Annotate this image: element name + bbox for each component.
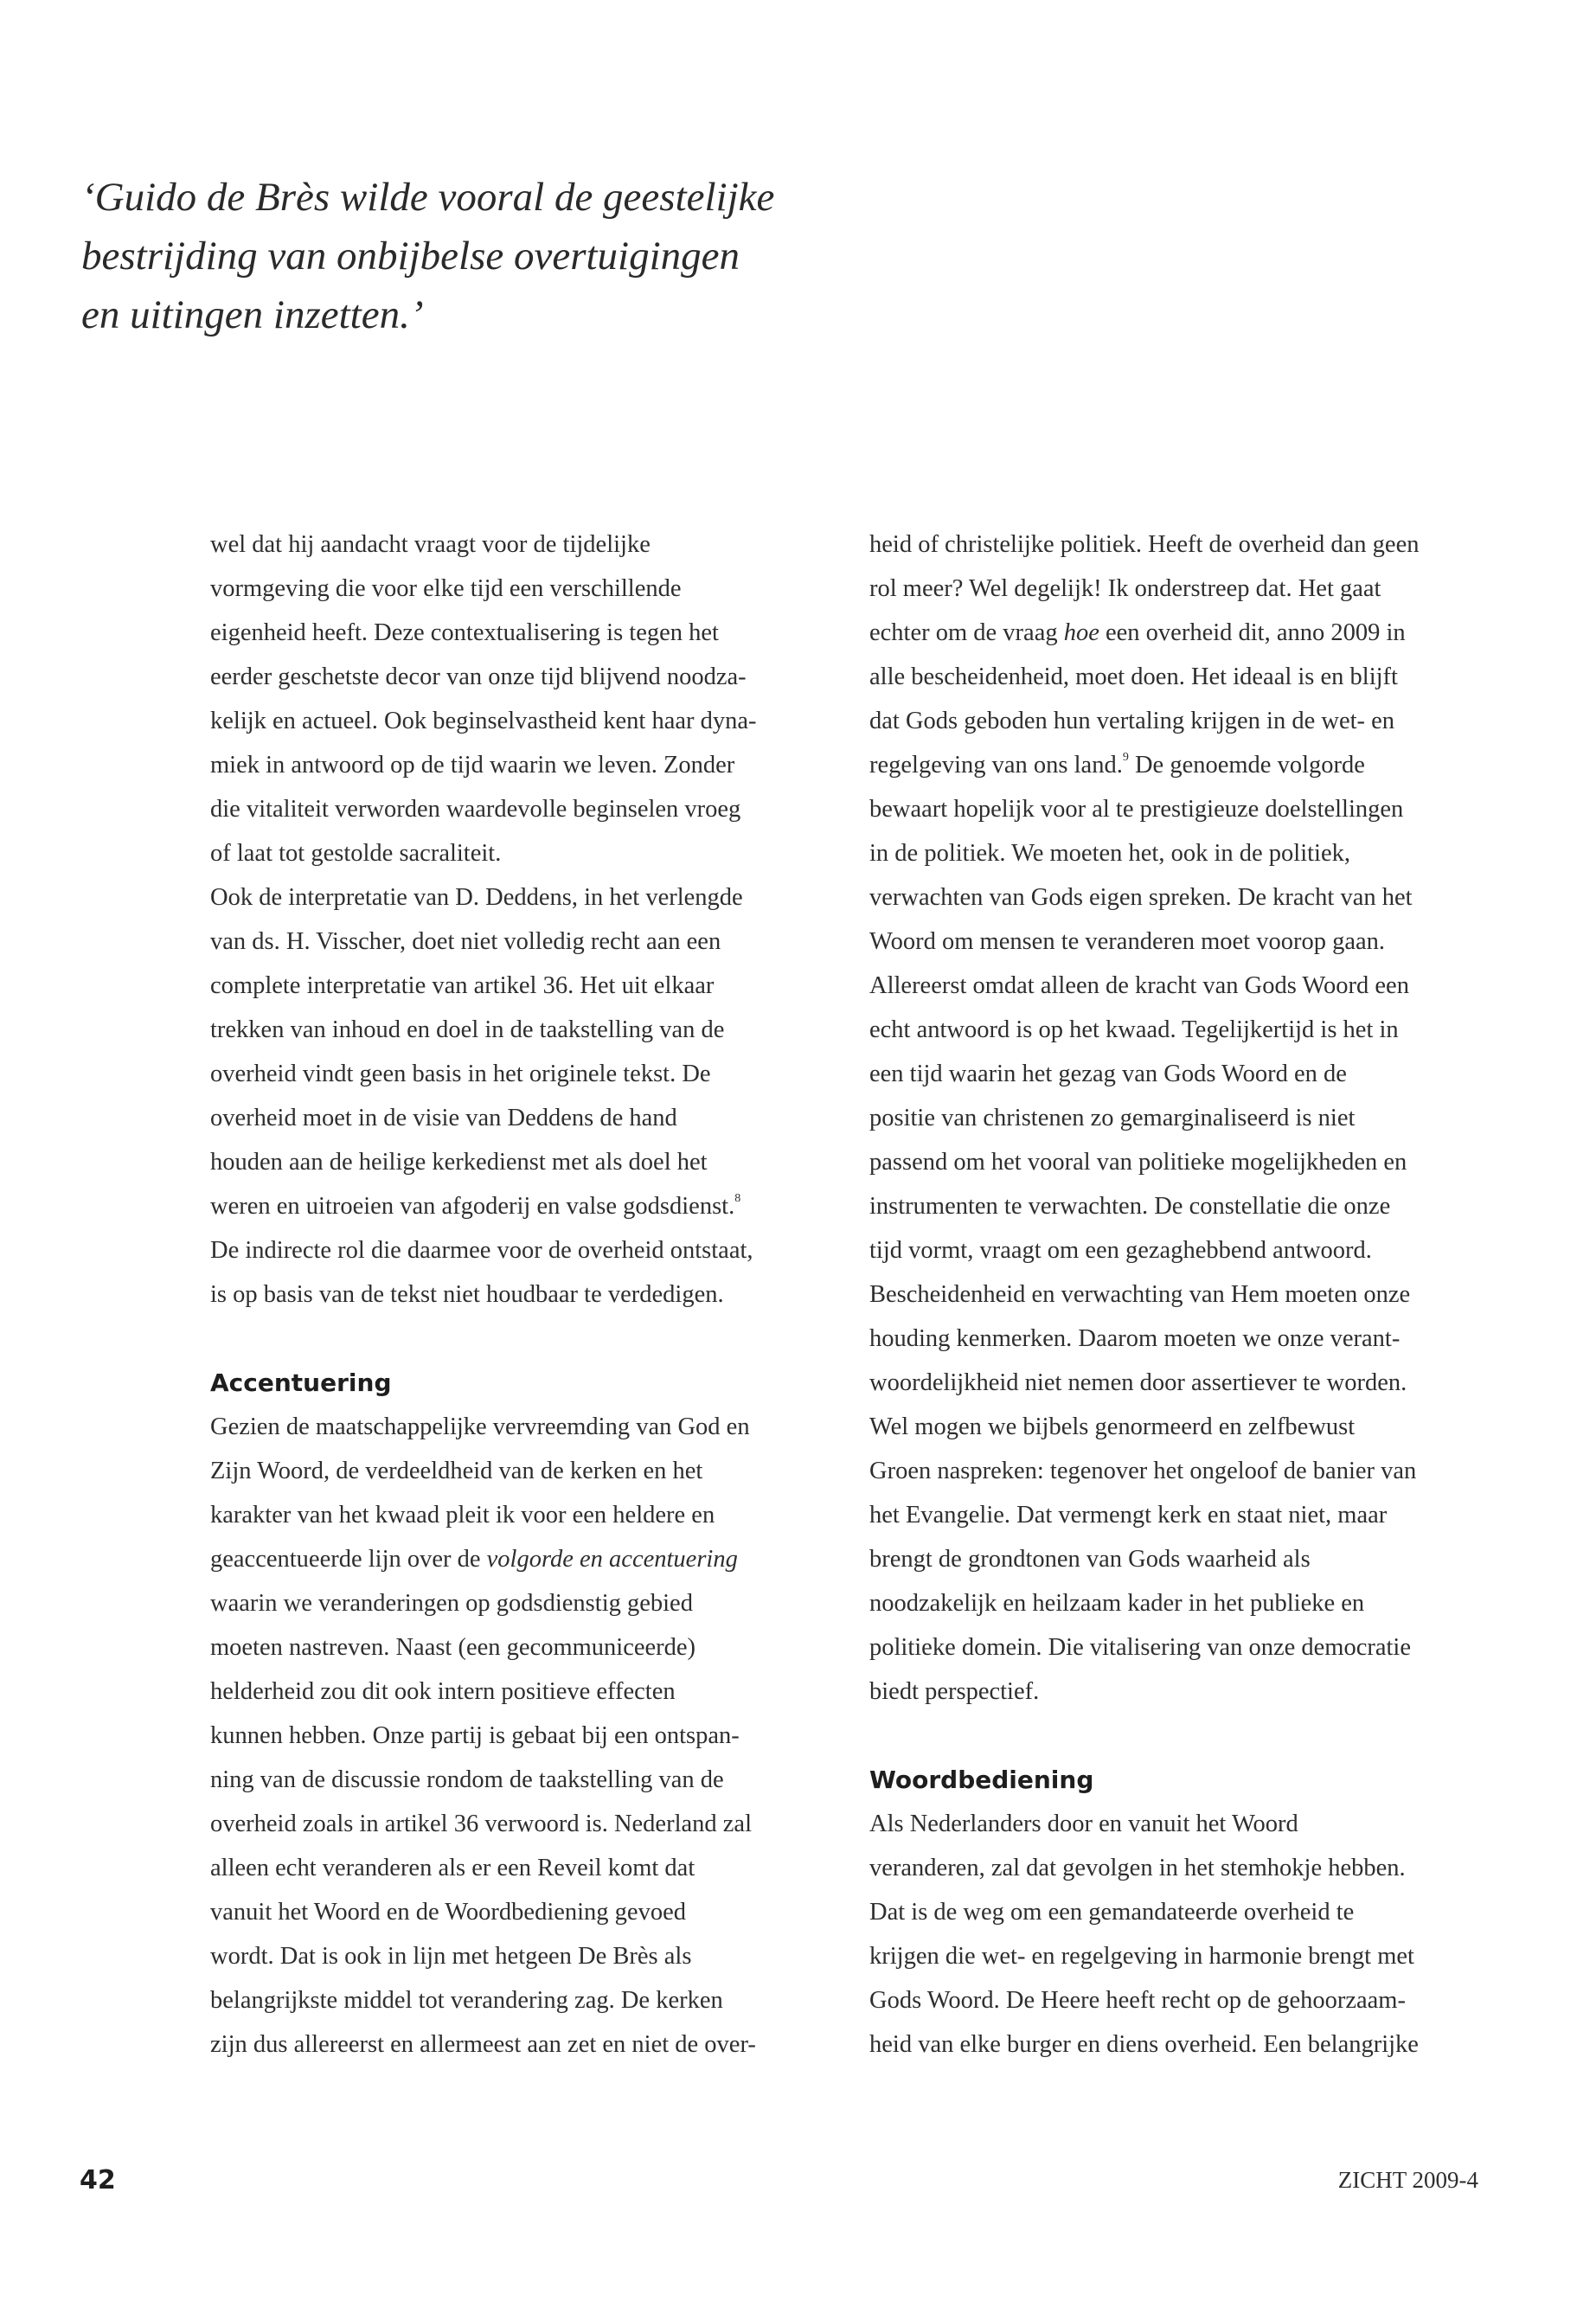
body-line: moeten nastreven. Naast (een gecommuniceerde) — [210, 1634, 696, 1661]
body-line-text: geaccentueerde lijn over de — [210, 1546, 487, 1573]
body-line: politieke domein. Die vitalisering van onze democratie — [869, 1634, 1411, 1661]
pull-quote — [81, 168, 929, 344]
body-line: Zijn Woord, de verdeeldheid van de kerken en het — [210, 1458, 703, 1484]
body-line: is op basis van de tekst niet houdbaar te verdedigen. — [210, 1281, 724, 1308]
body-line: vanuit het Woord en de Woordbediening gevoed — [210, 1899, 686, 1926]
body-line: overheid zoals in artikel 36 verwoord is. Nederland zal — [210, 1811, 752, 1837]
body-line: waarin we veranderingen op godsdienstig gebied — [210, 1590, 693, 1617]
body-line: alleen echt veranderen als er een Reveil komt dat — [210, 1855, 695, 1881]
body-line: kunnen hebben. Onze partij is gebaat bij een ontspan- — [210, 1722, 740, 1749]
body-line-text: weren en uitroeien van afgoderij en valse godsdienst. — [210, 1193, 735, 1220]
paragraph-gap — [210, 1317, 816, 1361]
body-line: Gods Woord. De Heere heeft recht op de gehoorzaam- — [869, 1987, 1406, 2014]
body-line: verwachten van Gods eigen spreken. De kracht van het — [869, 884, 1413, 911]
body-line: bewaart hopelijk voor al te prestigieuze doelstellingen — [869, 796, 1404, 823]
body-line: overheid moet in de visie van Deddens de hand — [210, 1105, 677, 1131]
pull-quote-line: en uitingen inzetten.’ — [81, 292, 424, 337]
pull-quote-line: ‘Guido de Brès wilde vooral de geestelijke — [81, 175, 775, 220]
body-line: tijd vormt, vraagt om een gezaghebbend antwoord. — [869, 1237, 1372, 1264]
right-column — [869, 522, 1475, 2067]
body-line: een tijd waarin het gezag van Gods Woord en de — [869, 1061, 1347, 1087]
body-line — [869, 611, 1475, 655]
body-line: karakter van het kwaad pleit ik voor een heldere en — [210, 1502, 715, 1529]
footnote-marker: 9 — [1122, 750, 1129, 764]
body-line: eerder geschetste decor van onze tijd blijvend noodza- — [210, 663, 747, 690]
body-line: rol meer? Wel degelijk! Ik onderstreep dat. Het gaat — [869, 575, 1381, 602]
body-line: Bescheidenheid en verwachting van Hem moeten onze — [869, 1281, 1411, 1308]
body-line: Dat is de weg om een gemandateerde overheid te — [869, 1899, 1355, 1926]
body-line: wordt. Dat is ook in lijn met hetgeen De Brès als — [210, 1943, 692, 1970]
body-line: brengt de grondtonen van Gods waarheid als — [869, 1546, 1311, 1573]
body-line: instrumenten te verwachten. De constellatie die onze — [869, 1193, 1391, 1220]
body-line: overheid vindt geen basis in het originele tekst. De — [210, 1061, 711, 1087]
body-line: alle bescheidenheid, moet doen. Het ideaal is en blijft — [869, 663, 1398, 690]
body-line — [210, 1537, 816, 1581]
body-line: complete interpretatie van artikel 36. Het uit elkaar — [210, 972, 715, 999]
body-line: die vitaliteit verworden waardevolle beginselen vroeg — [210, 796, 741, 823]
body-line: Wel mogen we bijbels genormeerd en zelfbewust — [869, 1413, 1356, 1440]
journal-issue-label: ZICHT 2009-4 — [1337, 2167, 1478, 2193]
body-line: houding kenmerken. Daarom moeten we onze verant- — [869, 1325, 1401, 1352]
body-line — [869, 743, 1475, 787]
body-line: passend om het vooral van politieke mogelijkheden en — [869, 1149, 1407, 1176]
body-line: wel dat hij aandacht vraagt voor de tijdelijke — [210, 531, 651, 558]
body-line: helderheid zou dit ook intern positieve effecten — [210, 1678, 676, 1705]
body-line: miek in antwoord op de tijd waarin we leven. Zonder — [210, 752, 735, 779]
left-column — [210, 522, 816, 2067]
body-line: in de politiek. We moeten het, ook in de politiek, — [869, 840, 1350, 867]
body-line — [210, 1184, 816, 1228]
body-line: het Evangelie. Dat vermengt kerk en staat niet, maar — [869, 1502, 1388, 1529]
body-line: trekken van inhoud en doel in de taakstelling van de — [210, 1016, 725, 1043]
emphasis-text: volgorde en accentuering — [486, 1546, 738, 1573]
body-line: Woord om mensen te veranderen moet voorop gaan. — [869, 928, 1386, 955]
body-line: of laat tot gestolde sacraliteit. — [210, 840, 502, 867]
body-line: noodzakelijk en heilzaam kader in het publieke en — [869, 1590, 1365, 1617]
body-line-text: De genoemde volgorde — [1128, 752, 1365, 779]
body-line: eigenheid heeft. Deze contextualisering is tegen het — [210, 619, 719, 646]
body-line: Allereerst omdat alleen de kracht van Gods Woord een — [869, 972, 1409, 999]
body-line: heid van elke burger en diens overheid. Een belangrijke — [869, 2031, 1419, 2058]
body-line: van ds. H. Visscher, doet niet volledig recht aan een — [210, 928, 721, 955]
body-line: Ook de interpretatie van D. Deddens, in het verlengde — [210, 884, 743, 911]
body-line-text: regelgeving van ons land. — [869, 752, 1123, 779]
body-line: dat Gods geboden hun vertaling krijgen in de wet- en — [869, 708, 1395, 734]
body-line: veranderen, zal dat gevolgen in het stemhokje hebben. — [869, 1855, 1406, 1881]
body-line: biedt perspectief. — [869, 1678, 1040, 1705]
body-line-text: een overheid dit, anno 2009 in — [1099, 619, 1406, 646]
pull-quote-line: bestrijding van onbijbelse overtuigingen — [81, 234, 740, 279]
body-line: woordelijkheid niet nemen door assertiever te worden. — [869, 1369, 1407, 1396]
body-line: vormgeving die voor elke tijd een verschillende — [210, 575, 682, 602]
body-line: heid of christelijke politiek. Heeft de overheid dan geen — [869, 531, 1420, 558]
body-line: houden aan de heilige kerkedienst met als doel het — [210, 1149, 708, 1176]
section-heading-woordbediening: Woordbediening — [869, 1766, 1094, 1794]
body-line-text: echter om de vraag — [869, 619, 1064, 646]
body-line: Groen naspreken: tegenover het ongeloof de banier van — [869, 1458, 1417, 1484]
section-heading-accentuering: Accentuering — [210, 1368, 392, 1397]
body-line: zijn dus allereerst en allermeest aan zet en niet de over- — [210, 2031, 756, 2058]
body-line: positie van christenen zo gemarginaliseerd is niet — [869, 1105, 1356, 1131]
emphasis-text: hoe — [1063, 619, 1099, 646]
body-line: kelijk en actueel. Ook beginselvastheid kent haar dyna- — [210, 708, 757, 734]
body-line: echt antwoord is op het kwaad. Tegelijkertijd is het in — [869, 1016, 1399, 1043]
page-number: 42 — [80, 2165, 116, 2195]
body-line: Als Nederlanders door en vanuit het Woord — [869, 1811, 1298, 1837]
body-line: ning van de discussie rondom de taakstelling van de — [210, 1766, 724, 1793]
paragraph-gap — [869, 1714, 1475, 1758]
body-line: belangrijkste middel tot verandering zag. De kerken — [210, 1987, 723, 2014]
footnote-marker: 8 — [734, 1191, 741, 1205]
body-line: De indirecte rol die daarmee voor de overheid ontstaat, — [210, 1237, 753, 1264]
body-line: Gezien de maatschappelijke vervreemding van God en — [210, 1413, 750, 1440]
body-line: krijgen die wet- en regelgeving in harmonie brengt met — [869, 1943, 1414, 1970]
